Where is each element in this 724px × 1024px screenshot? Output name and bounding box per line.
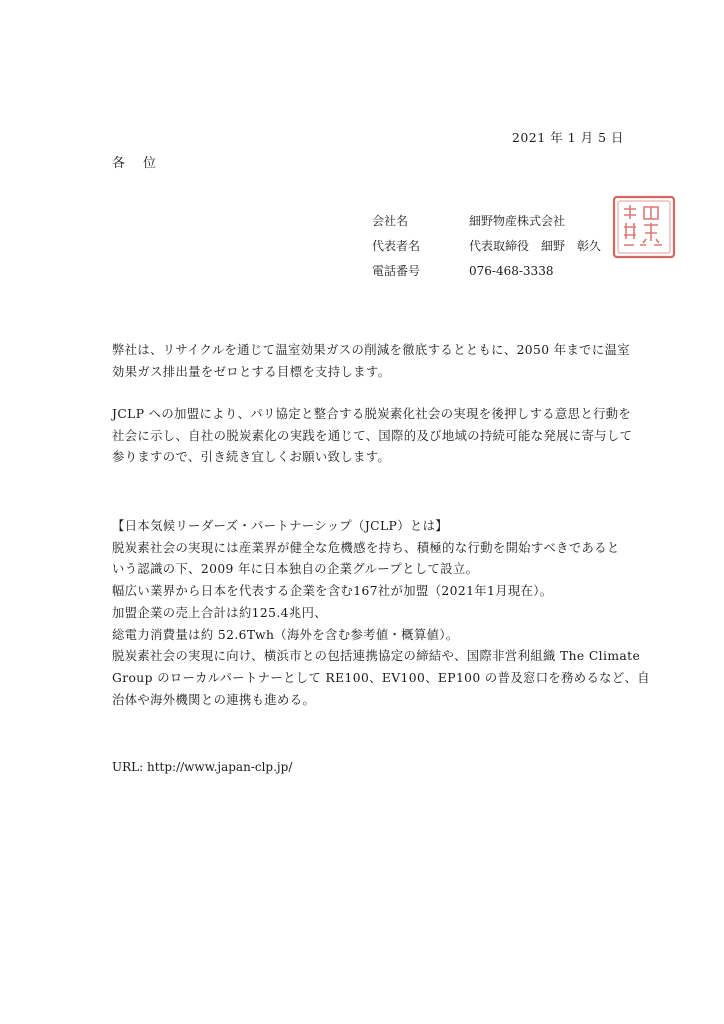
sender-block xyxy=(372,208,601,283)
text-line: 加盟企業の売上合計は約125.4兆円、 xyxy=(112,605,327,620)
text-line: Group のローカルパートナーとして RE100、EV100、EP100 の普及窓口を務めるなど、自 xyxy=(112,670,650,685)
company-name: 細野物産株式会社 xyxy=(469,214,566,228)
text-line: 効果ガス排出量をゼロとする目標を支持します。 xyxy=(112,364,391,379)
section-heading: 【日本気候リーダーズ・パートナーシップ（JCLP）とは】 xyxy=(112,519,448,533)
jclp-url: URL: http://www.japan-clp.jp/ xyxy=(112,760,293,774)
text-line: 社会に示し、自社の脱炭素化の実践を通じて、国際的及び地域の持続可能な発展に寄与して xyxy=(112,428,633,443)
phone-label: 電話番号 xyxy=(372,264,421,278)
text-line: 脱炭素社会の実現に向け、横浜市との包括連携協定の締結や、国際非営利組織 The Climate xyxy=(112,649,641,664)
paragraph-commitment xyxy=(112,340,630,383)
document-date: 2021 年 1 月 5 日 xyxy=(511,130,624,145)
text-line: 治体や海外機関との連携も進める。 xyxy=(112,692,316,707)
representative-name: 代表取締役 細野 彰久 xyxy=(469,239,602,253)
text-line: いう認識の下、2009 年に日本独自の企業グループとして設立。 xyxy=(112,562,479,577)
sender-representative-row xyxy=(372,233,601,258)
text-line: 脱炭素社会の実現には産業界が健全な危機感を持ち、積極的な行動を開始すべきであると xyxy=(112,540,620,555)
phone-number: 076-468-3338 xyxy=(469,263,554,278)
company-label: 会社名 xyxy=(372,214,409,228)
jclp-description-section xyxy=(112,516,650,711)
sender-company-row xyxy=(372,208,601,233)
company-seal-stamp xyxy=(610,193,678,261)
sender-phone-row xyxy=(372,258,601,283)
text-line: 総電力消費量は約 52.6Twh（海外を含む参考値・概算値）。 xyxy=(112,627,459,642)
paragraph-jclp-membership xyxy=(112,404,633,469)
representative-label: 代表者名 xyxy=(372,239,421,253)
text-line: 弊社は、リサイクルを通じて温室効果ガスの削減を徹底するとともに、2050 年までに温室 xyxy=(112,343,630,357)
text-line: JCLP への加盟により、パリ協定と整合する脱炭素化社会の実現を後押しする意思と行動を xyxy=(112,407,632,421)
text-line: 参りますので、引き続き宜しくお願い致します。 xyxy=(112,450,391,464)
addressee: 各位 xyxy=(112,156,175,171)
text-line: 幅広い業界から日本を代表する企業を含む167社が加盟（2021年1月現在）。 xyxy=(112,584,553,599)
